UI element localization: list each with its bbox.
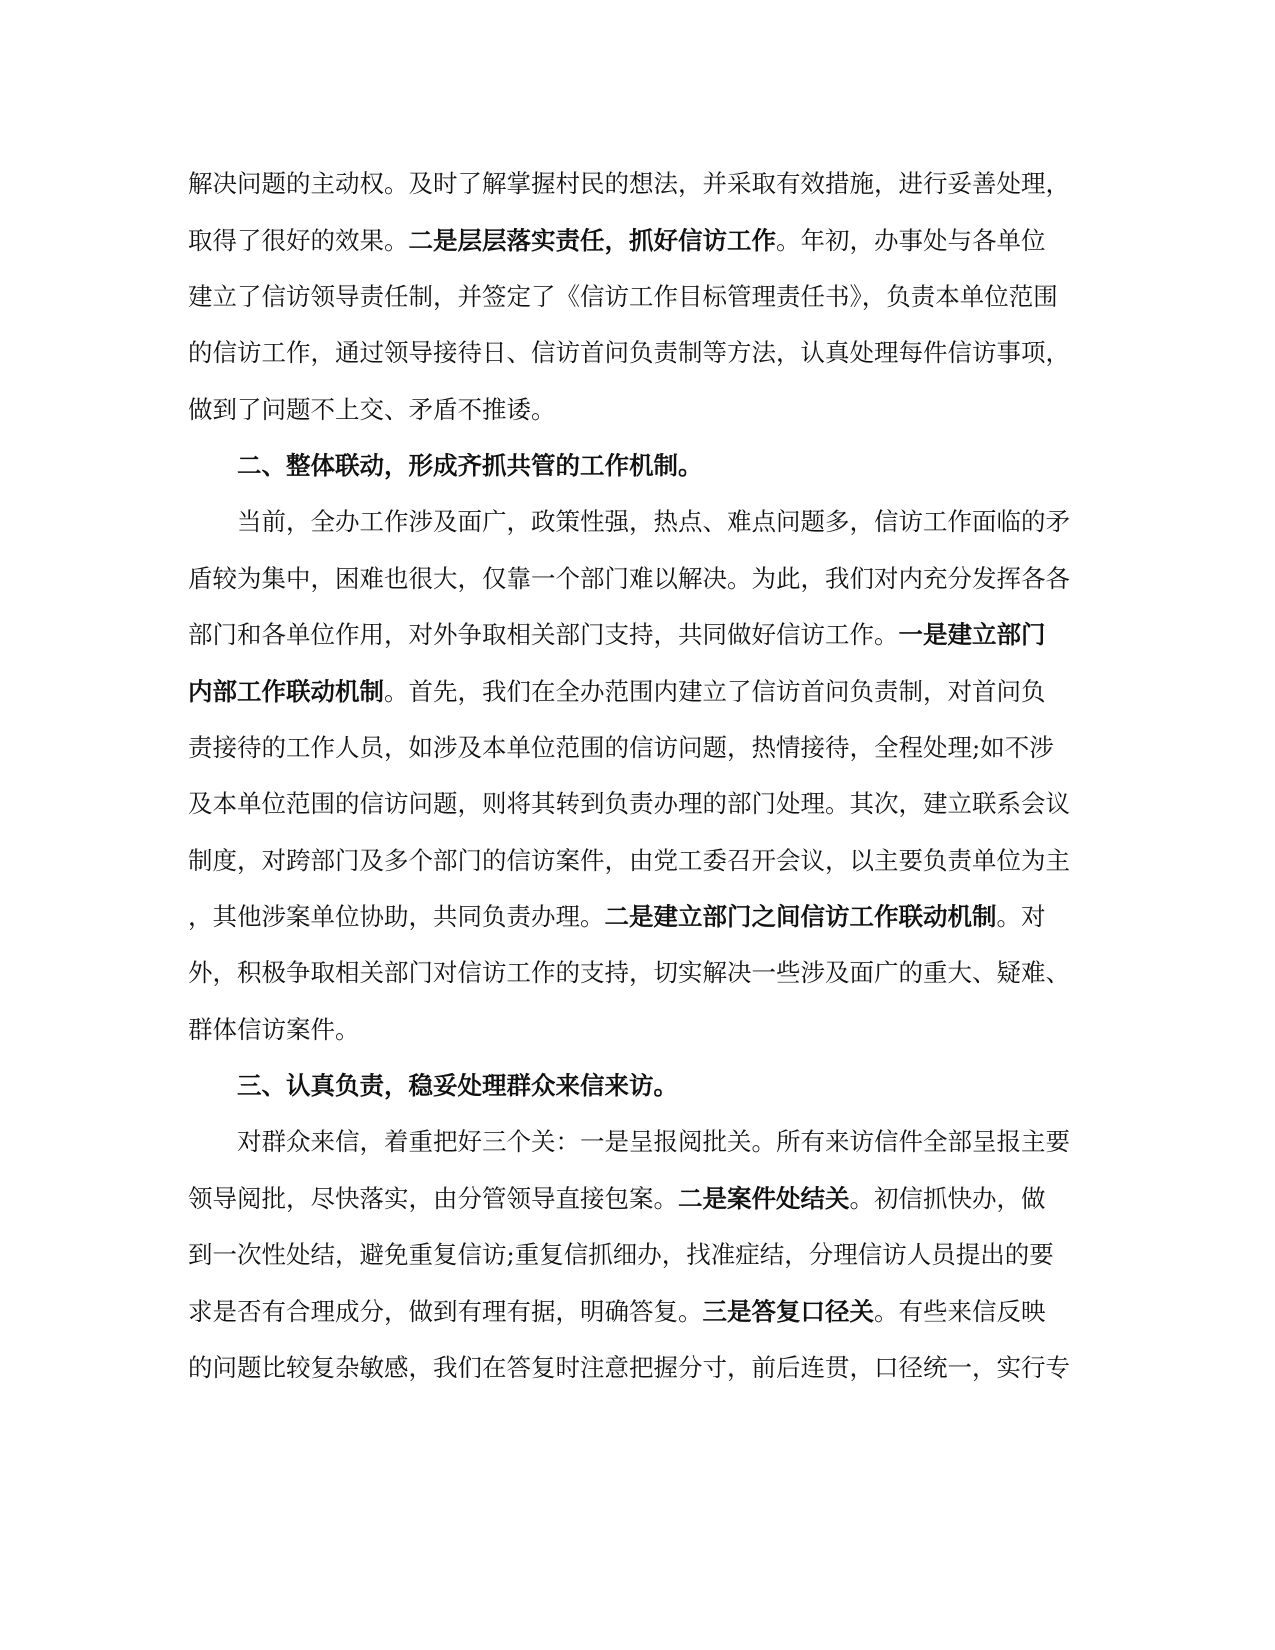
text-segment: 取得了很好的效果。 [188,226,409,255]
paragraph-line [188,559,1088,599]
paragraph-line [188,728,1088,768]
text-segment: 建立了信访领导责任制，并签定了《信访工作目标管理责任书》，负责本单位范围 [188,282,1058,311]
text-segment: 。年初，办事处与各单位 [776,226,1046,255]
paragraph-line [188,1010,1088,1050]
paragraph-line [188,615,1088,655]
text-segment: 领导阅批，尽快落实，由分管领导直接包案。 [188,1184,678,1213]
text-segment: 。首先，我们在全办范围内建立了信访首问负责制，对首问负 [384,677,1046,706]
bold-text-segment: 二是案件处结关 [678,1184,850,1213]
text-segment: 做到了问题不上交、矛盾不推诿。 [188,395,556,424]
paragraph-line [188,333,1088,373]
text-segment: 盾较为集中，困难也很大，仅靠一个部门难以解决。为此，我们对内充分发挥各各 [188,564,1070,593]
paragraph-line [188,784,1088,824]
paragraph-line [188,390,1088,430]
text-segment: 的问题比较复杂敏感，我们在答复时注意把握分寸，前后连贯，口径统一，实行专 [188,1353,1070,1382]
bold-text-segment: 三、认真负责，稳妥处理群众来信来访。 [237,1071,678,1100]
bold-text-segment: 内部工作联动机制 [188,677,384,706]
text-segment: 部门和各单位作用，对外争取相关部门支持，共同做好信访工作。 [188,620,899,649]
paragraph-line [188,1235,1088,1275]
paragraph-line [188,1292,1088,1332]
bold-text-segment: 三是答复口径关 [702,1297,874,1326]
paragraph-line [188,164,1088,204]
text-segment: 制度，对跨部门及多个部门的信访案件，由党工委召开会议，以主要负责单位为主 [188,846,1070,875]
text-segment: 。有些来信反映 [874,1297,1046,1326]
paragraph-line [188,277,1088,317]
paragraph-line [188,672,1088,712]
bold-text-segment: 二是层层落实责任，抓好信访工作 [408,226,776,255]
text-segment: 求是否有合理成分，做到有理有据，明确答复。 [188,1297,703,1326]
text-segment: ，其他涉案单位协助，共同负责办理。 [188,902,605,931]
bold-text-segment: 一是建立部门 [898,620,1046,649]
paragraph-line [188,1179,1088,1219]
paragraph-first-line [237,1122,1137,1162]
bold-text-segment: 二、整体联动，形成齐抓共管的工作机制。 [237,451,703,480]
paragraph-line [188,221,1088,261]
paragraph-line [188,841,1088,881]
text-segment: 群体信访案件。 [188,1015,360,1044]
paragraph-first-line [237,446,1137,486]
text-segment: 。对 [996,902,1046,931]
paragraph-line [188,953,1088,993]
text-segment: 及本单位范围的信访问题，则将其转到负责办理的部门处理。其次，建立联系会议 [188,789,1070,818]
bold-text-segment: 二是建立部门之间信访工作联动机制 [604,902,997,931]
text-segment: 对群众来信，着重把好三个关：一是呈报阅批关。所有来访信件全部呈报主要 [237,1127,1070,1156]
text-segment: 当前，全办工作涉及面广，政策性强，热点、难点问题多，信访工作面临的矛 [237,507,1070,536]
text-segment: 解决问题的主动权。及时了解掌握村民的想法，并采取有效措施，进行妥善处理， [188,169,1070,198]
text-segment: 责接待的工作人员，如涉及本单位范围的信访问题，热情接待，全程处理;如不涉 [188,733,1054,762]
text-segment: 外，积极争取相关部门对信访工作的支持，切实解决一些涉及面广的重大、疑难、 [188,958,1070,987]
text-segment: 。初信抓快办，做 [849,1184,1046,1213]
paragraph-line [188,897,1088,937]
text-segment: 的信访工作，通过领导接待日、信访首问负责制等方法，认真处理每件信访事项， [188,338,1070,367]
text-segment: 到一次性处结，避免重复信访;重复信抓细办，找准症结，分理信访人员提出的要 [188,1240,1054,1269]
paragraph-line [188,1348,1088,1388]
paragraph-first-line [237,1066,1137,1106]
paragraph-first-line [237,502,1137,542]
